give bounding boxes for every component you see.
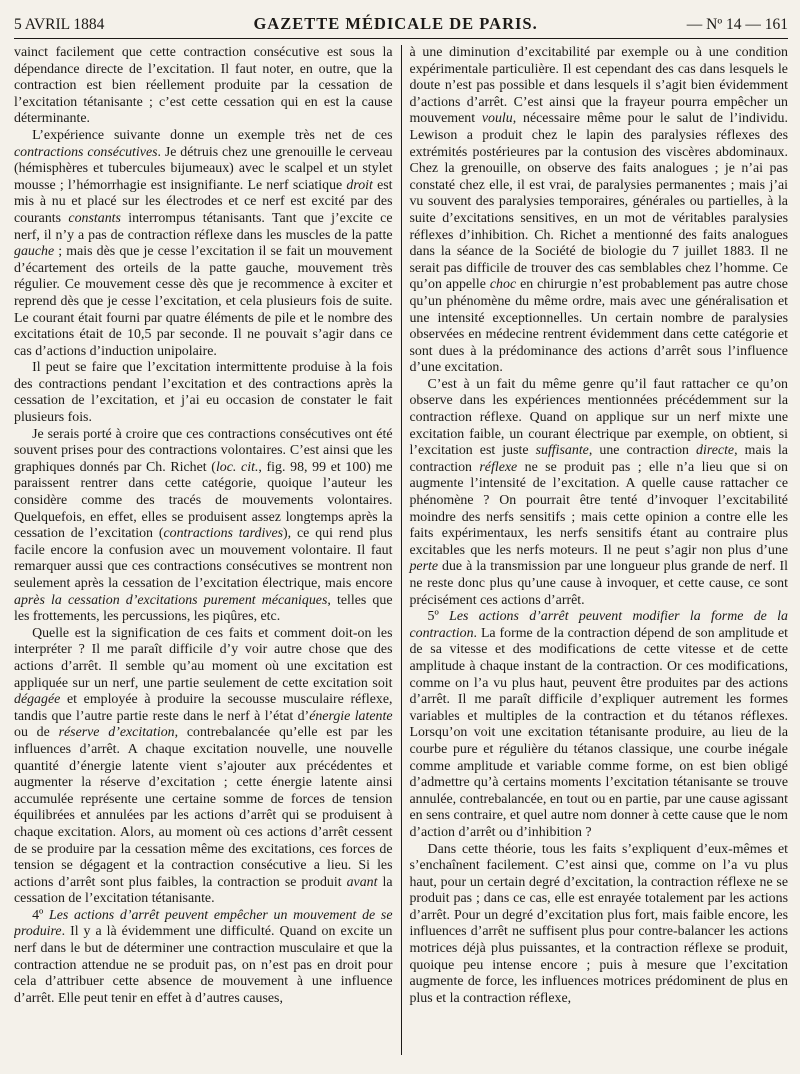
page-header	[14, 14, 788, 39]
right-column	[401, 45, 788, 1063]
paragraph: Dans cette théorie, tous les faits s’expliquent d’eux-mêmes et s’enchaînent facilement. C’est ainsi que, comme on l’a vu plus haut, pour un certain degré d’excitation, la contraction réflexe ne se produit pas ; dans ce cas, elle est enrayée totalement par les actions d’arrêt. Pour un degré d’excitation plus fort, mais faible encore, les influences d’arrêt ne suffisent plus pour contre-balancer les actions motrices déjà plus puissantes, et la contraction réflexe se produit, quoique peu intense encore ; puis à mesure que l’excitation augmente de force, les influences motrices prédominent de plus en plus et la contraction réflexe,	[409, 841, 788, 1006]
paragraph: 5º Les actions d’arrêt peuvent modifier la forme de la contraction. La forme de la contraction dépend de son amplitude et de sa vitesse et des modifications de cette vitesse et de cette amplitude à chaque instant de la contraction. Or ces modifications, comme on l’a vu plus haut, peuvent être produites par des actions d’arrêt. Il me paraît difficile d’expliquer autrement les formes variables et multiples de la contraction et du tétanos réflexes. Lorsqu’on voit une excitation tétanisante produire, au lieu de la courbe pure et régulière du tétanos classique, une courbe inégale comme amplitude et variable comme forme, on est bien obligé d’admettre qu’à certains moments l’excitation tétanisante se trouve annulée, contrebalancée, en tout ou en partie, par une cause agissant en sens contraire, et quel autre nom donner à cette cause que le nom d’action d’arrêt ou d’inhibition ?	[409, 609, 788, 840]
paragraph: 4º Les actions d’arrêt peuvent empêcher un mouvement de se produire. Il y a là évidemment une difficulté. Quand on excite un nerf dans le but de déterminer une contraction musculaire et que la contraction attendue ne se produit pas, on n’est pas en droit pour cela d’attribuer cette absence de mouvement à une influence d’arrêt. Elle peut tenir en effet à d’autres causes,	[14, 907, 393, 1006]
header-title: GAZETTE MÉDICALE DE PARIS.	[253, 14, 538, 33]
left-column	[14, 45, 401, 1063]
paragraph: L’expérience suivante donne un exemple très net de ces contractions consécutives. Je détruis chez une grenouille le cerveau (hémisphères et tubercules bijumeaux) avec le scalpel et un stylet mousse ; l’hémorrhagie est insignifiante. Le nerf sciatique droit est mis à nu et placé sur les électrodes et ce nerf est excité par des courants constants interrompus tétanisants. Tant que j’excite ce nerf, il n’y a pas de contraction réflexe dans les muscles de la patte gauche ; mais dès que je cesse l’excitation il se fait un mouvement d’écartement des orteils de la patte gauche, mouvement très régulier. Ce mouvement cesse dès que je recommence à exciter et reprend dès que je cesse l’excitation, et cela plusieurs fois de suite. Le courant était fourni par quatre éléments de pile et le nombre des excitations était de 10,5 par seconde. Il ne pouvait s’agir dans ce cas d’actions d’induction unipolaire.	[14, 127, 393, 359]
paragraph: Je serais porté à croire que ces contractions consécutives ont été souvent prises pour des contractions volontaires. C’est ainsi que les graphiques donnés par Ch. Richet (loc. cit., fig. 98, 99 et 100) me paraissent rentrer dans cette catégorie, quoique l’auteur les considère comme des tracés de mouvements volontaires. Quelquefois, en effet, elles se produisent assez longtemps après la cessation de l’excitation (contractions tardives), ce qui rend plus facile encore la confusion avec un mouvement volontaire. Il faut remarquer aussi que ces contractions consécutives se montrent non seulement après la cessation de l’excitation électrique, mais encore après la cessation d’excitations purement mécaniques, telles que les frottements, les percussions, les piqûres, etc.	[14, 426, 393, 625]
header-date: 5 AVRIL 1884	[14, 16, 105, 33]
paragraph: vainct facilement que cette contraction consécutive est sous la dépendance directe de l’excitation. Il faut noter, en outre, que la contraction est bien réellement produite par la cessation de l’excitation tétanisante ; c’est cette cessation qui en est la cause déterminante.	[14, 45, 393, 127]
text-columns	[14, 45, 788, 1063]
paragraph: Il peut se faire que l’excitation intermittente produise à la fois des contractions pendant l’excitation et des contractions après la cessation de l’excitation, et j’ai eu occasion de constater le fait plusieurs fois.	[14, 360, 393, 426]
paragraph: Quelle est la signification de ces faits et comment doit-on les interpréter ? Il me paraît difficile d’y voir autre chose que des actions d’arrêt. Il semble qu’au moment où une excitation est appliquée sur un nerf, une partie seulement de cette excitation soit dégagée et employée à produire la secousse musculaire réflexe, tandis que l’autre partie reste dans le nerf à l’état d’énergie latente ou de réserve d’excitation, contrebalancée qu’elle est par les influences d’arrêt. A chaque excitation nouvelle, une nouvelle quantité d’énergie latente vient s’ajouter aux précédentes et augmenter la réserve d’excitation ; cette énergie latente ainsi accumulée représente une certaine somme de forces de tension équilibrées et annulées par les actions d’arrêt qui se produisent à chaque excitation. Alors, au moment où ces actions d’arrêt cessent de se produire par la cessation même des excitations, ces forces de tension se dégagent et la contraction consécutive a lieu. Si les actions d’arrêt sont plus faibles, la contraction se produit avant la cessation de l’excitation tétanisante.	[14, 625, 393, 907]
paragraph: C’est à un fait du même genre qu’il faut rattacher ce qu’on observe dans les expériences mentionnées précédemment sur la contraction réflexe. Quand on applique sur un nerf mixte une excitation faible, un courant électrique par exemple, on obtient, si l’excitation est juste suffisante, une contraction directe, mais la contraction réflexe ne se produit pas ; elle n’a lieu que si on augmente l’intensité de l’excitation. A quelle cause rattacher ce phénomène ? On pourrait être tenté d’invoquer l’excitabilité moindre des nerfs sensitifs ; mais cette opinion a contre elle les faits expérimentaux, les nerfs sensitifs étant au contraire plus excitables que les nerfs moteurs. Il ne peut s’agir non plus d’une perte due à la transmission par une longueur plus grande de nerf. Il ne reste donc plus qu’une cause à invoquer, et cette cause, ce sont précisément ces actions d’arrêt.	[409, 376, 788, 608]
paragraph: à une diminution d’excitabilité par exemple ou à une condition expérimentale particulière. Il est cependant des cas dans lesquels le doute n’est pas possible et dans lesquels il s’agit bien évidemment d’actions d’arrêt. C’est ainsi que la frayeur pourra empêcher un mouvement voulu, nécessaire même pour le salut de l’individu. Lewison a produit chez le lapin des paralysies réflexes des extrémités postérieures par la contusion des viscères abdominaux. Chez la grenouille, on observe des faits analogues ; je n’ai pas constaté chez elle, il est vrai, de paralysies permanentes ; mais j’ai vu souvent des paralysies temporaires, générales ou partielles, à la suite d’excitations sensitives, en un mot de véritables paralysies réflexes d’inhibition. Ch. Richet a mentionné des faits analogues dans la séance de la Société de biologie du 7 juillet 1883. Il ne serait pas difficile de trouver des cas semblables chez l’homme. Ce qu’on appelle choc en chirurgie n’est probablement pas autre chose qu’un phénomène du même ordre, mais avec une généralisation et une intensité exceptionnelles. Un certain nombre de paralysies observées en médecine rentrent évidemment dans cette catégorie et sont dues à la prédominance des actions d’arrêt sous l’influence d’une excitation.	[409, 45, 788, 376]
header-issue: — Nº 14 — 161	[686, 16, 788, 33]
